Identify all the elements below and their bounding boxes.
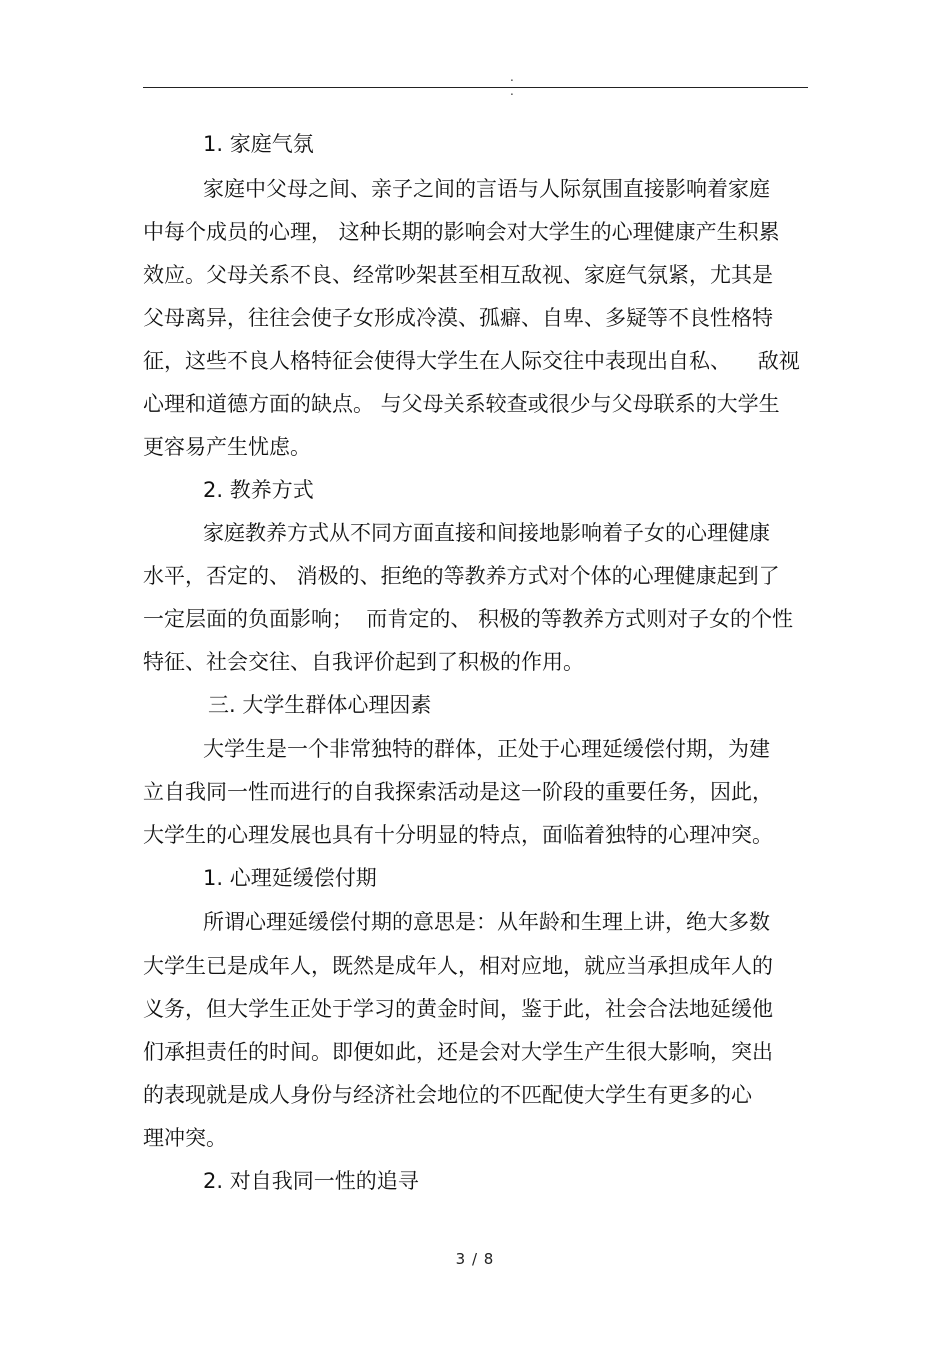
paragraph-line: 征，这些不良人格特征会使得大学生在人际交往中表现出自私、 敌视: [143, 349, 800, 373]
paragraph-line: 中每个成员的心理， 这种长期的影响会对大学生的心理健康产生积累: [143, 220, 780, 244]
paragraph-line: 们承担责任的时间。即便如此，还是会对大学生产生很大影响，突出: [143, 1040, 773, 1064]
section-heading-group-psychology: 三. 大学生群体心理因素: [208, 693, 432, 717]
paragraph-line: 立自我同一性而进行的自我探索活动是这一阶段的重要任务，因此，: [143, 780, 773, 804]
paragraph-line: 更容易产生忧虑。: [143, 435, 311, 459]
paragraph-line: 大学生已是成年人，既然是成年人，相对应地，就应当承担成年人的: [143, 954, 773, 978]
paragraph-line: 家庭中父母之间、亲子之间的言语与人际氛围直接影响着家庭: [203, 177, 770, 201]
paragraph-line: 效应。父母关系不良、经常吵架甚至相互敌视、家庭气氛紧，尤其是: [143, 263, 773, 287]
paragraph-line: 水平，否定的、 消极的、拒绝的等教养方式对个体的心理健康起到了: [143, 564, 780, 588]
paragraph-line: 一定层面的负面影响； 而肯定的、 积极的等教养方式则对子女的个性: [143, 607, 794, 631]
section-heading-identity: 2. 对自我同一性的追寻: [203, 1169, 419, 1193]
section-heading-parenting-style: 2. 教养方式: [203, 478, 314, 502]
paragraph-line: 所谓心理延缓偿付期的意思是：从年龄和生理上讲，绝大多数: [203, 910, 770, 934]
section-heading-family-atmosphere: 1. 家庭气氛: [203, 132, 314, 156]
paragraph-line: 心理和道德方面的缺点。 与父母关系较查或很少与父母联系的大学生: [143, 392, 780, 416]
paragraph-line: 理冲突。: [143, 1126, 227, 1150]
section-heading-moratorium: 1. 心理延缓偿付期: [203, 866, 377, 890]
paragraph-line: 大学生是一个非常独特的群体，正处于心理延缓偿付期，为建: [203, 737, 770, 761]
paragraph-line: 特征、社会交往、自我评价起到了积极的作用。: [143, 650, 584, 674]
header-rule: [143, 87, 808, 88]
paragraph-line: 大学生的心理发展也具有十分明显的特点，面临着独特的心理冲突。: [143, 823, 773, 847]
paragraph-line: 义务，但大学生正处于学习的黄金时间，鉴于此，社会合法地延缓他: [143, 997, 773, 1021]
paragraph-line: 家庭教养方式从不同方面直接和间接地影响着子女的心理健康: [203, 521, 770, 545]
page-number: 3 / 8: [455, 1250, 495, 1268]
paragraph-line: 父母离异，往往会使子女形成冷漠、孤癖、自卑、多疑等不良性格特: [143, 306, 773, 330]
header-dots: . .: [510, 70, 534, 98]
paragraph-line: 的表现就是成人身份与经济社会地位的不匹配使大学生有更多的心: [143, 1083, 752, 1107]
